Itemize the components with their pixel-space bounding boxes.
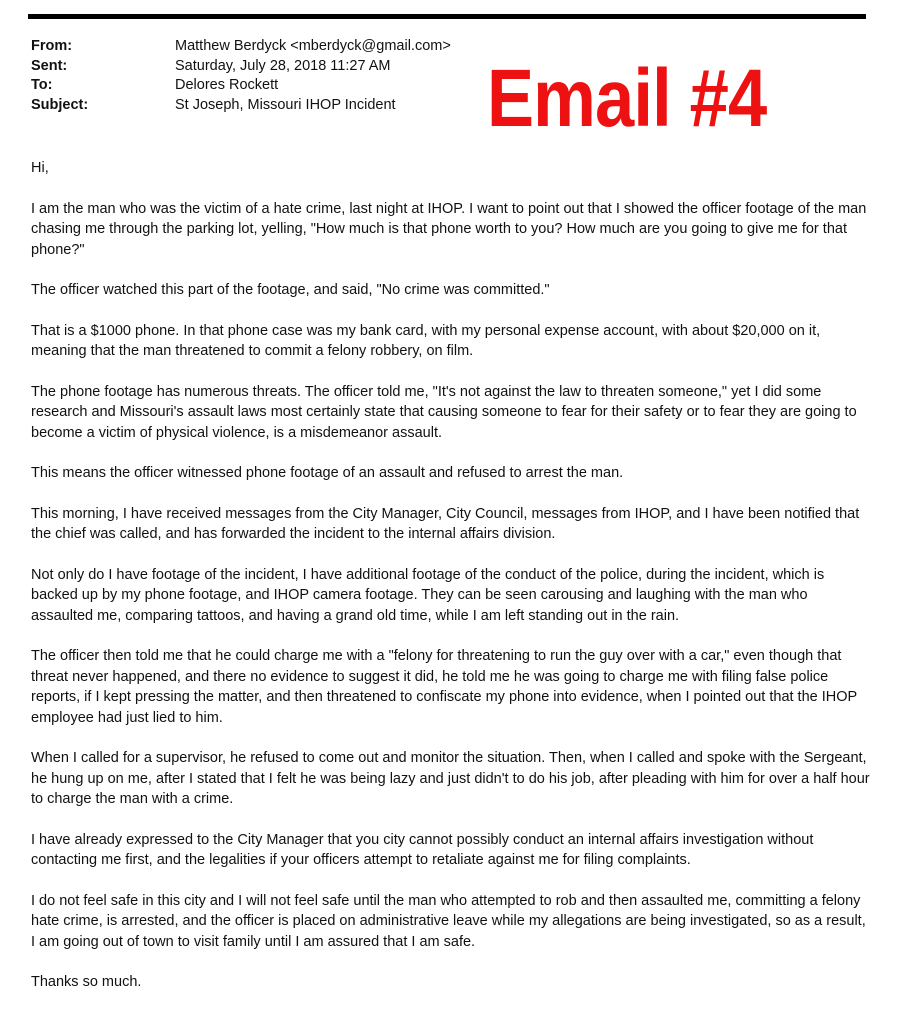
- body-paragraph: Hi,: [31, 160, 49, 176]
- body-paragraph: When I called for a supervisor, he refused to come out and monitor the situation. Then, when I called and spoke with the Sergeant, he hung up on me, after I stated that I felt he was being lazy and just didn't to do his job, after pleading with him for over a half hour to charge the man with a crime.: [31, 750, 870, 807]
- sent-row: [31, 57, 451, 77]
- body-paragraph: That is a $1000 phone. In that phone case was my bank card, with my personal expense account, with about $20,000 on it, meaning that the man threatened to commit a felony robbery, on film.: [31, 322, 821, 359]
- body-paragraph: Not only do I have footage of the incident, I have additional footage of the conduct of the police, during the incident, which is backed up by my phone footage, and IHOP camera footage. They can be seen carousing and laughing with the man who assaulted me, comparing tattoos, and having a grand old time, while I am left standing out in the rain.: [31, 566, 825, 624]
- body-paragraph: The phone footage has numerous threats. The officer told me, "It's not against the law to threaten someone," yet I did some research and Missouri's assault laws most certainly state that causing someone to fear for their safety or to fear they are going to become a victim of physical violence, is a misdemeanor assault.: [31, 383, 857, 441]
- body-paragraph: I am the man who was the victim of a hate crime, last night at IHOP. I want to point out that I showed the officer footage of the man chasing me through the parking lot, yelling, "How much is that phone worth to you? How much are you going to give me for that phone?": [31, 200, 867, 258]
- top-divider: [28, 14, 866, 19]
- body-paragraph: This morning, I have received messages from the City Manager, City Council, messages from IHOP, and I have been notified that the chief was called, and has forwarded the incident to the internal affairs division.: [31, 505, 860, 542]
- subject-value: St Joseph, Missouri IHOP Incident: [175, 96, 396, 113]
- to-row: [31, 76, 451, 96]
- from-row: [31, 37, 451, 57]
- sent-label: Sent:: [31, 57, 68, 74]
- subject-label: Subject:: [31, 96, 89, 113]
- body-paragraph: The officer then told me that he could charge me with a "felony for threatening to run the guy over with a car," even though that threat never happened, and there no evidence to suggest it did, he told me he was going to charge me with filing false police reports, if I kept pressing the matter, and then threatened to confiscate my phone into evidence, when I pointed out that the IHOP employee had just lied to him.: [31, 648, 857, 726]
- to-value: Delores Rockett: [175, 77, 279, 93]
- email-body: [31, 158, 871, 1013]
- body-paragraph: I do not feel safe in this city and I will not feel safe until the man who attempted to rob and then assaulted me, committing a felony hate crime, is arrested, and the officer is placed on administrative leave while my allegations are being investigated, so as a result, I am going out of town to visit family until I am assured that I am safe.: [31, 892, 866, 950]
- body-paragraph: Thanks so much.: [31, 974, 142, 990]
- subject-row: [31, 96, 451, 116]
- body-paragraph: The officer watched this part of the footage, and said, "No crime was committed.": [31, 282, 550, 298]
- sent-value: Saturday, July 28, 2018 11:27 AM: [175, 57, 391, 74]
- from-value: Matthew Berdyck <mberdyck@gmail.com>: [175, 38, 451, 54]
- body-paragraph: I have already expressed to the City Manager that you city cannot possibly conduct an internal affairs investigation without contacting me first, and the legalities if your officers attempt to retaliate against me for filing complaints.: [31, 831, 814, 868]
- email-number-stamp: Email #4: [487, 53, 767, 144]
- email-header: [31, 37, 451, 115]
- body-paragraph: This means the officer witnessed phone footage of an assault and refused to arrest the man.: [31, 465, 624, 481]
- to-label: To:: [31, 77, 53, 93]
- from-label: From:: [31, 38, 73, 54]
